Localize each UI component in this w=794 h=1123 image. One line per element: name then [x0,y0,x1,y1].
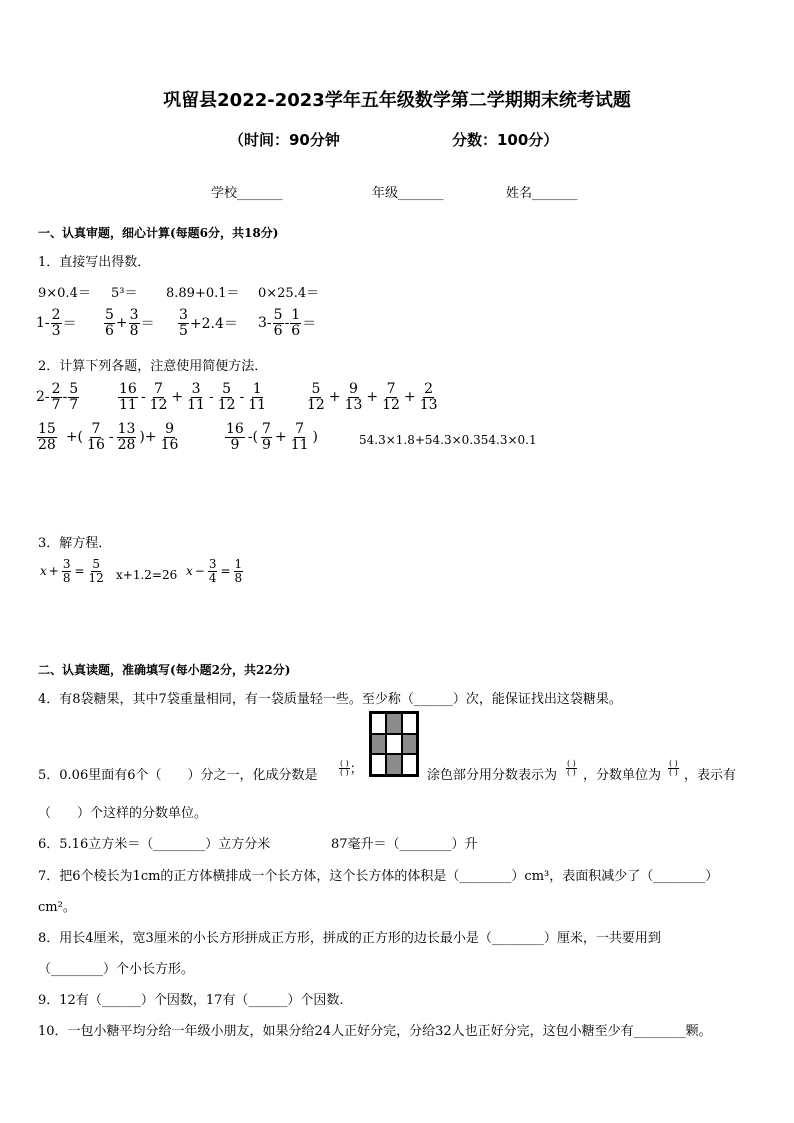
section1-heading: 一、认真审题，细心计算(每题6分，共18分) [38,226,279,240]
q1-item-5: 1- $\frac{2}{3}$ ＝ [36,307,77,339]
q3-equation-1: x + $\frac{3}{8}$ = $\frac{5}{12}$ [40,557,104,585]
q2-expr-5: $\frac{16}{9}$ -( $\frac{7}{9}$ + $\frac{7}{11}$ ) [226,421,318,453]
q10-text: 10．一包小糖平均分给一年级小朋友，如果分给24人正好分完，分给32人也正好分完，这包小糖至少有________颗。 [38,1024,712,1039]
grade-field: 年级_______ [372,186,444,201]
q5-fraction-blank-3: ( ) ( ) [669,759,678,777]
q4-text: 4．有8袋糖果，其中7袋重量相同，有一袋质量轻一些。至少称（______）次，能保证找出这袋糖果。 [38,692,622,707]
exam-time: （时间：90分钟 [229,131,340,149]
shaded-grid-figure [369,711,419,777]
q5-text-line2: （ ）个这样的分数单位。 [38,806,208,821]
q7-line1: 7．把6个棱长为1cm的正方体横排成一个长方体，这个长方体的体积是（________）cm³，表面积减少了（________） [38,869,719,884]
grid-cell [402,713,417,734]
grid-cell [386,713,401,734]
grid-cell [402,734,417,755]
q2-expr-2: $\frac{16}{11}$ - $\frac{7}{12}$ + $\frac{3}{11}$ - $\frac{5}{12}$ - $\frac{1}{11}$ [119,381,267,413]
school-field: 学校_______ [211,186,283,201]
page-title: 巩留县2022-2023学年五年级数学第二学期期末统考试题 [163,90,631,111]
q9-text: 9．12有（______）个因数，17有（______）个因数. [38,993,344,1008]
grid-cell [402,754,417,775]
grid-cell [371,734,386,755]
q1-item-2: 5³＝ [111,286,138,301]
q2-label: 2．计算下列各题，注意使用简便方法． [38,359,268,374]
q8-line2: （________）个小长方形。 [38,962,195,977]
q3-equation-2: x+1.2=26 [116,568,178,582]
q1-item-8: 3- $\frac{5}{6}$ - $\frac{1}{6}$ ＝ [258,307,317,339]
q7-line2: cm²。 [38,900,76,915]
q3-label: 3．解方程． [38,536,112,551]
q3-equation-3: x − $\frac{3}{4}$ = $\frac{1}{8}$ [186,557,243,585]
q1-label: 1．直接写出得数． [38,255,151,270]
grid-cell [386,754,401,775]
name-field: 姓名_______ [506,186,578,201]
grid-cell [371,713,386,734]
q5-text-d: ，分数单位为 [583,768,662,783]
exam-score: 分数：100分） [452,131,559,149]
q2-expr-4: $\frac{15}{28}$ +( $\frac{7}{16}$ - $\frac{13}{28}$ )+ $\frac{9}{16}$ [38,421,179,453]
q1-item-1: 9×0.4＝ [38,286,91,301]
q6-text-a: 6．5.16立方米＝（________）立方分米 [38,837,271,852]
q1-item-4: 0×25.4＝ [258,286,320,301]
grid-cell [371,754,386,775]
q2-expr-6: 54.3×1.8+54.3×0.354.3×0.1 [359,433,537,447]
grid-cell [386,734,401,755]
q5-fraction-blank-2: ( ) ( ) [567,759,576,777]
q2-expr-1: 2- $\frac{2}{7}$ - $\frac{5}{7}$ [36,381,79,413]
q1-item-3: 8.89+0.1＝ [166,286,240,301]
q1-item-6: $\frac{5}{6}$ + $\frac{3}{8}$ ＝ [105,307,155,339]
q1-item-7: $\frac{3}{5}$ +2.4＝ [179,307,238,339]
q5-text-c: 涂色部分用分数表示为 [427,768,558,783]
q5-fraction-blank-1: ( ) ( ) ； [340,759,363,777]
section2-heading: 二、认真读题，准确填写(每小题2分，共22分) [38,663,291,677]
q5-text-a: 5．0.06里面有6个（ ）分之一，化成分数是 [38,768,318,783]
q8-line1: 8．用长4厘米，宽3厘米的小长方形拼成正方形，拼成的正方形的边长最小是（________）厘米，一共要用到 [38,931,661,946]
q5-text-e: ，表示有 [684,768,737,783]
q2-expr-3: $\frac{5}{12}$ + $\frac{9}{13}$ + $\frac{7}{12}$ + $\frac{2}{13}$ [307,381,438,413]
q6-text-b: 87毫升＝（________）升 [331,837,478,852]
